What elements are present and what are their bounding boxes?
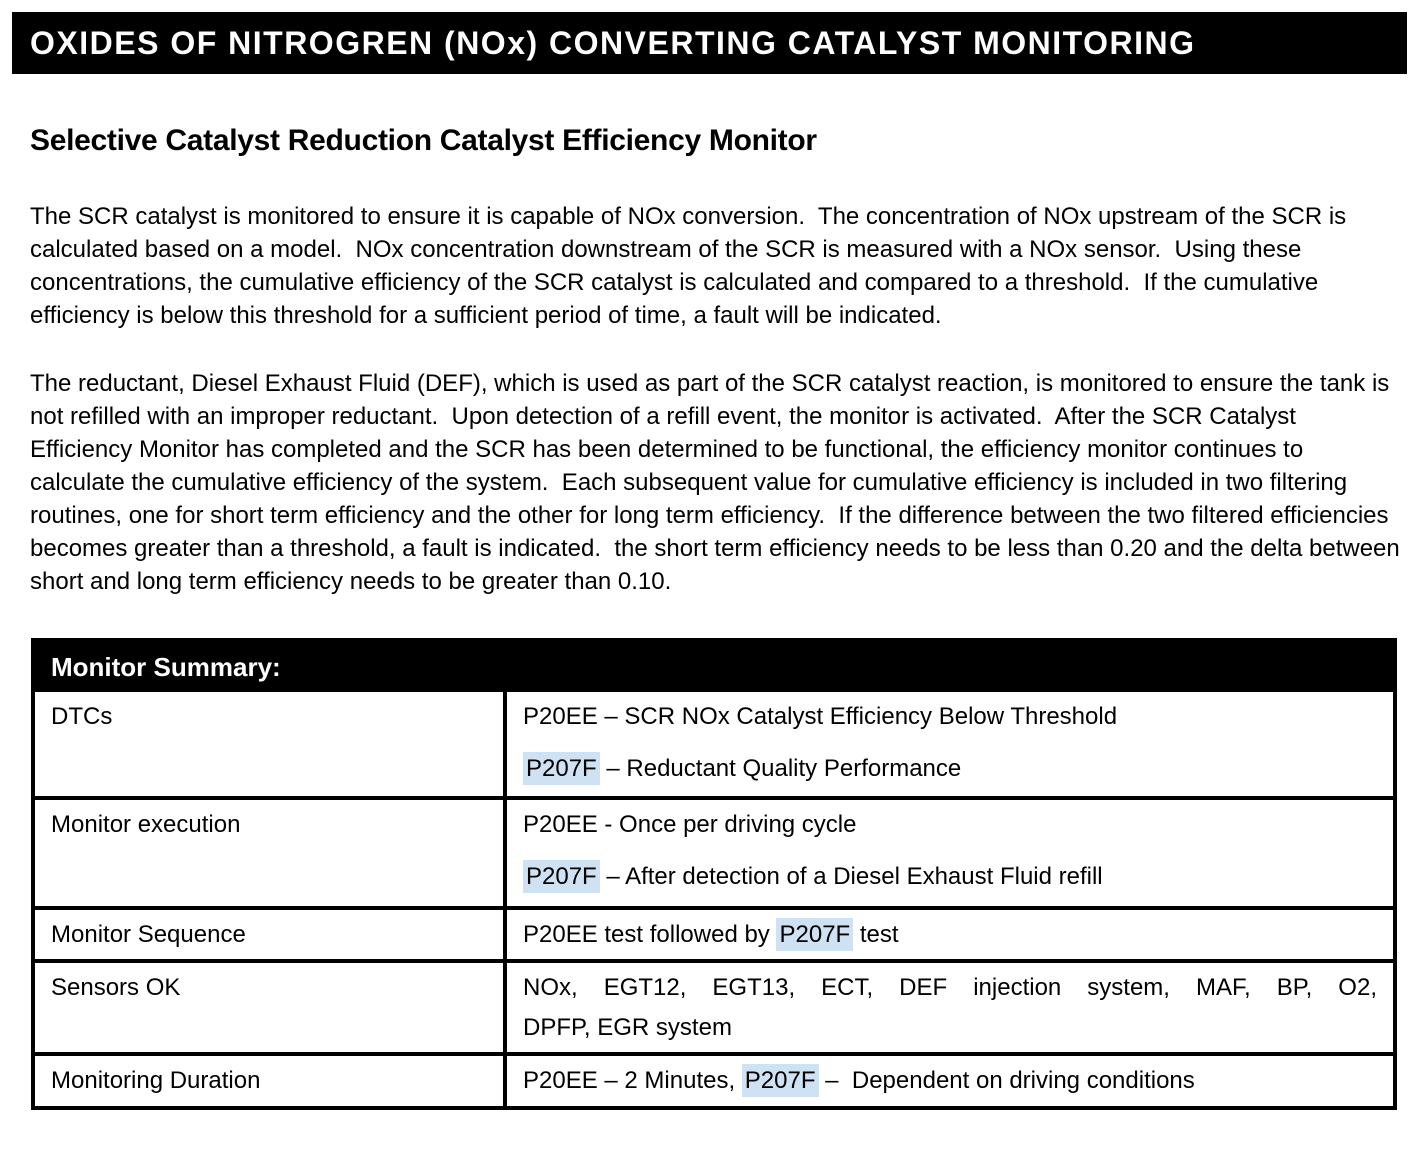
row-content	[507, 1056, 1393, 1106]
paragraph-scr-efficiency: The SCR catalyst is monitored to ensure it is capable of NOx conversion. The concentration of NOx upstream of the SCR is calculated based on a model. NOx concentration downstream of the SCR is measured with a NOx sensor. Using these concentrations, the cumulative efficiency of the SCR catalyst is calculated and compared to a threshold. If the cumulative efficiency is below this threshold for a sufficient period of time, a fault will be indicated.	[30, 203, 1347, 329]
row-content	[507, 910, 1393, 959]
text-segment: – Reductant Quality Performance	[599, 755, 962, 782]
text-segment: P20EE test followed by	[523, 921, 777, 948]
row-label: Monitor execution	[35, 800, 507, 906]
row-content	[507, 692, 1393, 796]
row-label: DTCs	[35, 692, 507, 796]
row-content	[507, 800, 1393, 906]
row-content-line	[523, 918, 1377, 951]
text-segment: DPFP, EGR system	[523, 1014, 732, 1041]
subsection-heading: Selective Catalyst Reduction Catalyst Efficiency Monitor	[30, 124, 817, 157]
table-row	[35, 959, 1393, 1052]
row-content-line	[523, 1011, 1377, 1044]
dtc-code-highlight: P207F	[776, 918, 853, 951]
monitor-summary-header	[35, 642, 1393, 692]
row-content-line	[523, 1064, 1377, 1097]
monitor-summary-table	[31, 638, 1397, 1110]
table-row	[35, 1052, 1393, 1106]
text-segment: NOx, EGT12, EGT13, ECT, DEF injection system, MAF, BP, O2,	[523, 974, 1377, 1001]
text-segment: – Dependent on driving conditions	[818, 1067, 1195, 1094]
paragraph-reductant-quality: The reductant, Diesel Exhaust Fluid (DEF), which is used as part of the SCR catalyst reaction, is monitored to ensure the tank is not refilled with an improper reductant. Upon detection of a refill event, the monitor is activated. After the SCR Catalyst Efficiency Monitor has completed and the SCR has been determined to be functional, the efficiency monitor continues to calculate the cumulative efficiency of the system. Each subsequent value for cumulative efficiency is included in two filtering routines, one for short term efficiency and the other for long term efficiency. If the difference between the two filtered efficiencies becomes greater than a threshold, a fault is indicated. the short term efficiency needs to be less than 0.20 and the delta between short and long term efficiency needs to be greater than 0.10.	[30, 370, 1400, 595]
row-content	[507, 963, 1393, 1052]
row-content-line	[523, 700, 1377, 733]
text-segment: P20EE - Once per driving cycle	[523, 811, 857, 838]
section-title: OXIDES OF NITROGREN (NOx) CONVERTING CATALYST MONITORING	[30, 24, 1196, 61]
text-segment: test	[853, 921, 899, 948]
text-segment: P20EE – 2 Minutes,	[523, 1067, 742, 1094]
table-row	[35, 692, 1393, 796]
monitor-summary-header-label: Monitor Summary:	[51, 651, 281, 682]
monitor-summary-rows	[35, 692, 1393, 1106]
row-content-line	[523, 860, 1377, 893]
section-title-bar	[12, 12, 1407, 74]
table-row	[35, 906, 1393, 959]
row-content-line	[523, 971, 1377, 1004]
row-label: Monitor Sequence	[35, 910, 507, 959]
dtc-code-highlight: P207F	[742, 1064, 819, 1097]
dtc-code-highlight: P207F	[523, 752, 600, 785]
table-row	[35, 796, 1393, 906]
row-label: Sensors OK	[35, 963, 507, 1052]
document-page	[0, 12, 1416, 1110]
row-label: Monitoring Duration	[35, 1056, 507, 1106]
dtc-code-highlight: P207F	[523, 860, 600, 893]
text-segment: P20EE – SCR NOx Catalyst Efficiency Below Threshold	[523, 703, 1118, 730]
text-segment: – After detection of a Diesel Exhaust Fluid refill	[599, 863, 1103, 890]
row-content-line	[523, 752, 1377, 785]
row-content-line	[523, 808, 1377, 841]
